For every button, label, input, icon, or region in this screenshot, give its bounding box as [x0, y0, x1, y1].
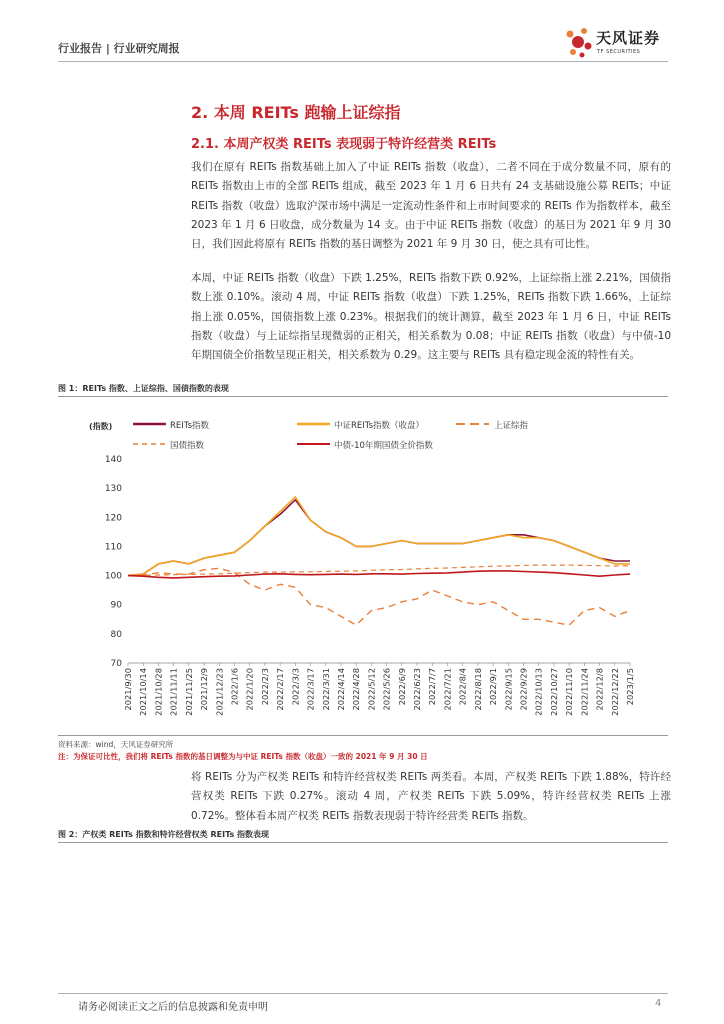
y-tick-label: 120 [104, 513, 122, 524]
y-tick-label: 110 [104, 542, 122, 553]
x-tick-label: 2022/1/20 [244, 668, 255, 711]
figure-1-note: 注：为保证可比性，我们将 REITs 指数的基日调整为与中证 REITs 指数（收盘）一致的 2021 年 9 月 30 日 [58, 752, 428, 761]
footer-divider [58, 993, 668, 994]
brand-name-en: TF SECURITIES [597, 49, 641, 55]
y-tick-label: 100 [104, 571, 122, 582]
x-tick-label: 2022/4/14 [335, 668, 346, 711]
subsection-heading: 2.1. 本周产权类 REITs 表现弱于特许经营类 REITs [191, 137, 497, 152]
x-tick-label: 2021/9/30 [123, 668, 133, 711]
x-tick-label: 2022/5/26 [381, 668, 392, 711]
x-tick-label: 2022/12/8 [594, 668, 605, 711]
x-tick-label: 2022/8/18 [472, 668, 483, 711]
y-tick-label: 70 [110, 659, 122, 669]
brand-name-cn: 天风证券 [596, 29, 661, 47]
page-number: 4 [655, 998, 662, 1009]
x-tick-label: 2022/10/27 [548, 668, 559, 716]
figure-1-top-rule [58, 396, 668, 397]
legend-label-bond: 国债指数 [170, 441, 205, 451]
legend-label-shanghai: 上证综指 [494, 421, 529, 431]
footer-disclaimer: 请务必阅读正文之后的信息披露和免责申明 [78, 1002, 268, 1013]
y-tick-label: 80 [110, 629, 122, 640]
x-tick-label: 2022/9/1 [488, 668, 499, 706]
x-tick-label: 2021/11/11 [168, 668, 179, 716]
y-tick-label: 90 [110, 600, 122, 611]
figure-1-source: 资料来源：wind，天风证券研究所 [58, 740, 174, 749]
legend-label-cgb10y: 中债-10年期国债全价指数 [334, 441, 433, 451]
x-tick-label: 2022/6/9 [396, 668, 407, 706]
series-line-csi-reits [128, 497, 630, 576]
figure-1-bottom-rule [58, 735, 668, 736]
x-tick-label: 2022/10/13 [533, 668, 544, 716]
x-tick-label: 2022/9/15 [503, 668, 514, 711]
y-tick-label: 140 [104, 455, 122, 465]
x-tick-label: 2021/11/25 [183, 668, 194, 716]
x-tick-label: 2021/10/28 [153, 668, 164, 716]
legend-label-csi-reits: 中证REITs指数（收盘） [334, 421, 424, 431]
x-tick-label: 2022/5/12 [366, 668, 377, 711]
x-tick-label: 2021/10/14 [138, 668, 149, 716]
x-tick-label: 2022/8/4 [457, 668, 468, 706]
paragraph-2: 本周，中证 REITs 指数（收盘）下跌 1.25%，REITs 指数下跌 0.92%，上证综指上涨 2.21%，国债指数上涨 0.10%。滚动 4 周，中证 REITs 指数（收盘）下跌 1.25%，REITs 指数下跌 1.66%，上证综指上涨 0.05%，国债指数上涨 0.23%。根据我们的统计测算，截至 2023 年 1 月 6 日，中证 REITs 指数（收盘）与上证综指呈现微弱的正相关，相关系数为 0.08；中证 REITs 指数（收盘）与中债-10 年期国债全价指数呈现正相关，相关系数为 0.29。这主要与 REITs 具有稳定现金流的特性有关。 [191, 272, 671, 362]
paragraph-3: 将 REITs 分为产权类 REITs 和特许经营权类 REITs 两类看。本周，产权类 REITs 下跌 1.88%，特许经营权类 REITs 下跌 0.27%。滚动 4 周，产权类 REITs 下跌 5.09%，特许经营权类 REITs 上涨 0.72%。整体看本周产权类 REITs 指数表现弱于特许经营类 REITs 指数。 [191, 771, 671, 822]
x-tick-label: 2022/6/23 [412, 668, 423, 711]
figure-2-top-rule [58, 842, 668, 843]
x-tick-label: 2022/3/31 [320, 668, 331, 711]
figure-2-caption: 图 2：产权类 REITs 指数和特许经营权类 REITs 指数表现 [58, 830, 270, 839]
paragraph-1: 我们在原有 REITs 指数基础上加入了中证 REITs 指数（收盘），二者不同在于成分数量不同，原有的 REITs 指数由上市的全部 REITs 组成，截至 2023 年 1 月 6 日共有 24 支基础设施公募 REITs；中证 REITs 指数（收盘）选取沪深市场中满足一定流动性条件和上市时间要求的 REITs 作为指数样本，截至 2023 年 1 月 6 日收盘，成分数量为 14 支。由于中证 REITs 指数（收盘）的基日为 2021 年 9 月 30 日，我们因此将原有 REITs 指数的基日调整为 2021 年 9 月 30 日，使之具有可比性。 [191, 161, 671, 251]
x-tick-label: 2022/1/6 [229, 668, 240, 706]
x-tick-label: 2022/2/3 [259, 668, 270, 706]
x-tick-label: 2021/12/23 [214, 668, 225, 716]
series-line-reits [128, 500, 630, 576]
x-tick-label: 2022/7/21 [442, 668, 453, 711]
x-tick-label: 2022/12/22 [609, 668, 620, 716]
x-tick-label: 2022/11/10 [564, 668, 575, 716]
x-tick-label: 2022/3/17 [305, 668, 316, 711]
x-tick-label: 2023/1/5 [625, 668, 635, 706]
x-tick-label: 2021/12/9 [199, 668, 210, 711]
legend-label-reits: REITs指数 [170, 421, 209, 431]
report-category: 行业报告 | 行业研究周报 [58, 42, 180, 55]
figure-1-caption: 图 1：REITs 指数、上证综指、国债指数的表现 [58, 384, 229, 393]
y-tick-label: 130 [104, 484, 122, 495]
section-heading: 2. 本周 REITs 跑输上证综指 [191, 103, 401, 122]
x-tick-label: 2022/9/29 [518, 668, 529, 711]
figure-1-chart [58, 402, 668, 732]
x-tick-label: 2022/4/28 [351, 668, 362, 711]
y-axis-label: (指数) [89, 422, 113, 431]
x-tick-label: 2022/2/17 [275, 668, 286, 711]
x-tick-label: 2022/7/7 [427, 668, 438, 706]
x-tick-label: 2022/3/3 [290, 668, 301, 706]
x-tick-label: 2022/11/24 [579, 668, 590, 716]
